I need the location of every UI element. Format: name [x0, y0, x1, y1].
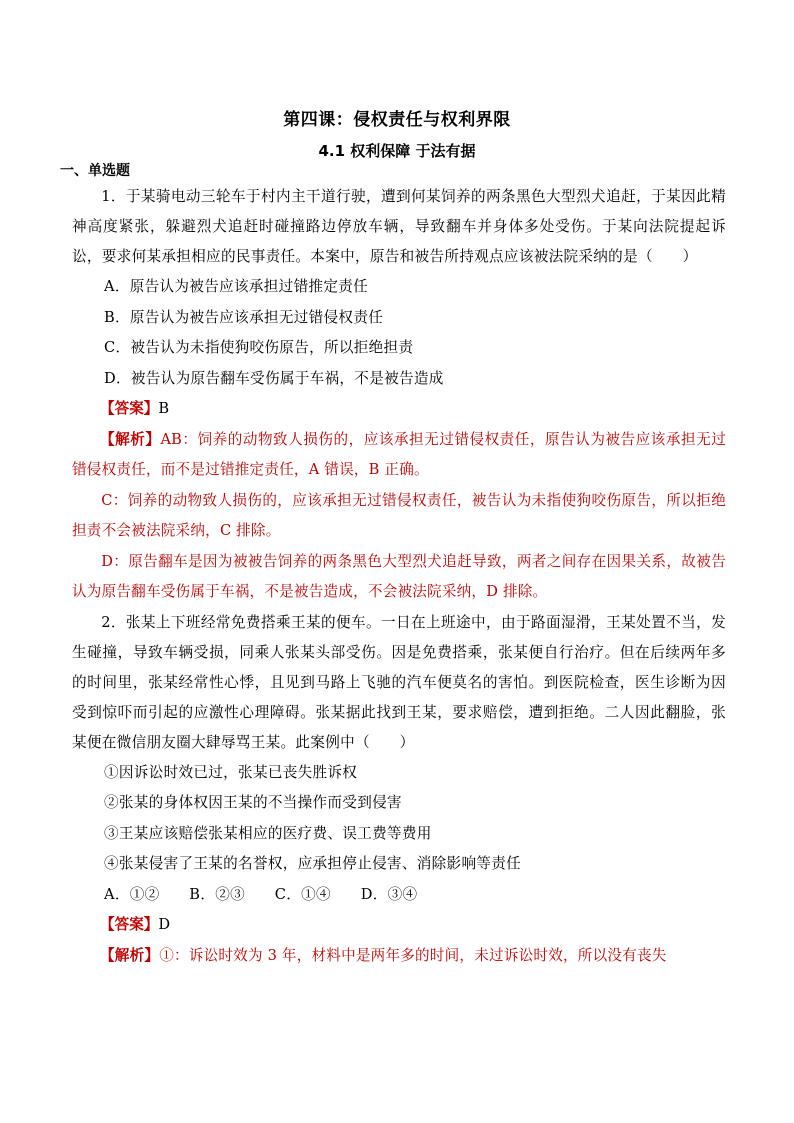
answer-value: D: [158, 916, 171, 933]
question-2-choices: A．①② B．②③ C．①④ D．③④: [104, 885, 418, 903]
question-2-answer: [72, 910, 726, 941]
question-1-option-a: A．原告认为被告应该承担过错推定责任: [104, 278, 369, 295]
question-1-option-d: D．被告认为原告翻车受伤属于车祸，不是被告造成: [104, 369, 444, 387]
answer-tag: 【答案】: [100, 400, 159, 417]
analysis-text: AB：饲养的动物致人损伤的，应该承担无过错侵权责任，原告认为被告应该承担无过错侵权责任，而不是过错推定责任，A 错误，B 正确。: [72, 430, 726, 478]
question-2-statement-1: ①因诉讼时效已过，张某已丧失胜诉权: [104, 763, 358, 781]
question-2-statement-2: ②张某的身体权因王某的不当操作而受到侵害: [104, 794, 402, 811]
question-1-analysis-3: D：原告翻车是因为被被告饲养的两条黑色大型烈犬追赶导致，两者之间存在因果关系，故被告认为原告翻车受伤属于车祸，不是被告造成，不会被法院采纳，D 排除。: [72, 552, 726, 600]
question-2-stem: 2．张某上下班经常免费搭乘王某的便车。一日在上班途中，由于路面湿滑，王某处置不当，发生碰撞，导致车辆受损，同乘人张某头部受伤。因是免费搭乘，张某便自行治疗。但在后续两年多的时间里，张某经常性心悸，且见到马路上飞驰的汽车便莫名的害怕。到医院检查，医生诊断为因受到惊吓而引起的应激性心理障碍。张某据此找到王某，要求赔偿，遭到拒绝。二人因此翻脸，张某便在微信朋友圈大肆辱骂王某。此案例中（ ）: [72, 613, 726, 751]
lesson-title: 第四课：侵权责任与权利界限: [283, 110, 511, 130]
question-1-analysis-1: [72, 425, 726, 486]
question-1-option-b: B．原告认为被告应该承担无过错侵权责任: [104, 308, 384, 326]
question-1-option-c: C．被告认为未指使狗咬伤原告，所以拒绝担责: [104, 339, 414, 356]
lesson-subtitle: 4.1 权利保障 于法有据: [318, 142, 476, 160]
document-content: [72, 182, 726, 971]
question-1-answer: [72, 394, 726, 425]
question-1-analysis-2: C：饲养的动物致人损伤的，应该承担无过错侵权责任，被告认为未指使狗咬伤原告，所以拒绝担责不会被法院采纳，C 排除。: [72, 491, 726, 539]
question-2-statement-4: ④张某侵害了王某的名誉权，应承担停止侵害、消除影响等责任: [104, 855, 522, 872]
question-1-stem: 1．于某骑电动三轮车于村内主干道行驶，遭到何某饲养的两条黑色大型烈犬追赶，于某因此精神高度紧张，躲避烈犬追赶时碰撞路边停放车辆，导致翻车并身体多处受伤。于某向法院提起诉讼，要求何某承担相应的民事责任。本案中，原告和被告所持观点应该被法院采纳的是（ ）: [72, 188, 726, 265]
question-2-statement-3: ③王某应该赔偿张某相应的医疗费、误工费等费用: [104, 824, 432, 842]
analysis-tag: 【解析】: [100, 430, 161, 448]
section-heading: 一、单选题: [60, 163, 130, 179]
question-2-analysis-1: [72, 941, 726, 972]
answer-tag: 【答案】: [100, 916, 159, 933]
analysis-text: ①：诉讼时效为 3 年，材料中是两年多的时间，未过诉讼时效，所以没有丧失: [159, 946, 667, 964]
answer-value: B: [158, 400, 170, 417]
analysis-tag: 【解析】: [100, 946, 160, 964]
